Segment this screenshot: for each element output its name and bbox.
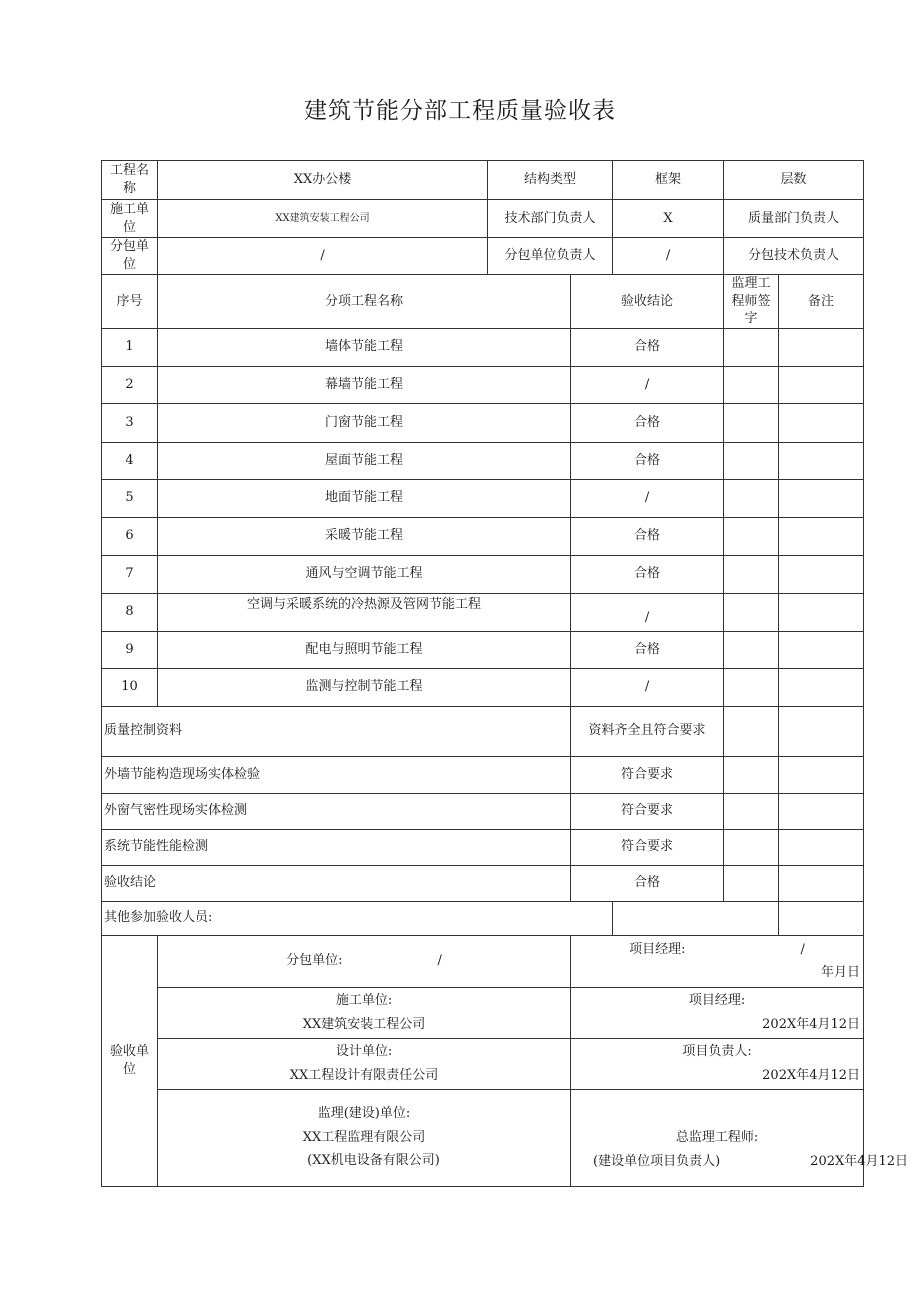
check-label: 质量控制资料 — [102, 706, 571, 756]
item-result: / — [571, 593, 724, 631]
col-header-remark: 备注 — [779, 275, 864, 329]
check-supervisor-sign — [724, 865, 779, 901]
check-result: 符合要求 — [571, 756, 724, 793]
item-row — [102, 668, 864, 706]
con-pm-label: 项目经理: — [688, 993, 746, 1009]
item-name: 采暖节能工程 — [158, 517, 571, 555]
sub-tech-head-label: 分包技术负责人 — [724, 238, 864, 275]
item-remark — [779, 668, 864, 706]
sub-pm-cell — [571, 935, 864, 987]
sup-unit-label: 监理(建设)单位: — [317, 1106, 411, 1122]
check-remark — [779, 756, 864, 793]
check-result: 符合要求 — [571, 829, 724, 865]
item-row — [102, 442, 864, 479]
col-header-supervisor: 监理工程师签字 — [724, 275, 779, 329]
acceptance-row-sub — [102, 935, 864, 987]
item-result: 合格 — [571, 631, 724, 668]
items-header-row — [102, 275, 864, 329]
check-result: 合格 — [571, 865, 724, 901]
item-no: 1 — [102, 328, 158, 366]
item-supervisor-sign — [724, 668, 779, 706]
constructor-value: XX建筑安装工程公司 — [158, 200, 488, 238]
con-pm-cell — [571, 987, 864, 1038]
check-row — [102, 706, 864, 756]
sub-unit-label: 分包单位: — [286, 953, 343, 969]
item-name: 幕墙节能工程 — [158, 366, 571, 403]
item-name: 墙体节能工程 — [158, 328, 571, 366]
item-remark — [779, 479, 864, 517]
item-remark — [779, 442, 864, 479]
sup-chief-label: 总监理工程师: — [675, 1130, 759, 1146]
item-no: 3 — [102, 403, 158, 442]
item-supervisor-sign — [724, 517, 779, 555]
item-result: 合格 — [571, 442, 724, 479]
check-supervisor-sign — [724, 756, 779, 793]
item-supervisor-sign — [724, 328, 779, 366]
floors-label: 层数 — [724, 161, 864, 200]
item-supervisor-sign — [724, 631, 779, 668]
item-no: 7 — [102, 555, 158, 593]
acceptance-row-con — [102, 987, 864, 1038]
check-supervisor-sign — [724, 793, 779, 829]
design-unit-label: 设计单位: — [335, 1044, 393, 1060]
info-row-3 — [102, 238, 864, 275]
item-name: 门窗节能工程 — [158, 403, 571, 442]
check-row — [102, 756, 864, 793]
item-row — [102, 328, 864, 366]
item-no: 5 — [102, 479, 158, 517]
item-remark — [779, 555, 864, 593]
item-row — [102, 593, 864, 631]
sub-pm-label: 项目经理: — [629, 941, 686, 957]
item-supervisor-sign — [724, 555, 779, 593]
structure-type-label: 结构类型 — [488, 161, 613, 200]
item-remark — [779, 328, 864, 366]
item-no: 2 — [102, 366, 158, 403]
check-remark — [779, 865, 864, 901]
item-result: / — [571, 668, 724, 706]
sup-date: 202X年4月12日 — [810, 1153, 909, 1169]
sup-unit-cell — [158, 1089, 571, 1186]
design-unit-cell — [158, 1038, 571, 1089]
item-row — [102, 366, 864, 403]
sup-unit-name: XX工程监理有限公司 — [302, 1129, 426, 1145]
item-row — [102, 631, 864, 668]
subcontractor-value: / — [158, 238, 488, 275]
design-date: 202X年4月12日 — [762, 1067, 861, 1083]
item-no: 9 — [102, 631, 158, 668]
check-label: 验收结论 — [102, 865, 571, 901]
item-row — [102, 517, 864, 555]
item-remark — [779, 517, 864, 555]
sub-pm-value: / — [800, 941, 805, 957]
item-supervisor-sign — [724, 479, 779, 517]
item-no: 4 — [102, 442, 158, 479]
acceptance-row-design — [102, 1038, 864, 1089]
check-label: 系统节能性能检测 — [102, 829, 571, 865]
item-row — [102, 403, 864, 442]
quality-head-label: 质量部门负责人 — [724, 200, 864, 238]
item-result: 合格 — [571, 403, 724, 442]
item-name: 空调与采暖系统的冷热源及管网节能工程 — [158, 593, 571, 631]
col-header-no: 序号 — [102, 275, 158, 329]
info-row-2 — [102, 200, 864, 238]
con-unit-name: XX建筑安装工程公司 — [302, 1016, 426, 1032]
item-no: 8 — [102, 593, 158, 631]
item-result: / — [571, 366, 724, 403]
item-result: / — [571, 479, 724, 517]
check-remark — [779, 793, 864, 829]
sup-chief-note: (建设单位项目负责人) — [593, 1153, 721, 1169]
checks-body — [102, 706, 864, 901]
item-name: 监测与控制节能工程 — [158, 668, 571, 706]
acceptance-label: 验收单位 — [102, 935, 158, 1186]
item-supervisor-sign — [724, 366, 779, 403]
others-remark-cell — [779, 901, 864, 935]
others-row — [102, 901, 864, 935]
item-name: 屋面节能工程 — [158, 442, 571, 479]
project-name-value: XX办公楼 — [158, 161, 488, 200]
tech-head-label: 技术部门负责人 — [488, 200, 613, 238]
item-supervisor-sign — [724, 403, 779, 442]
others-label: 其他参加验收人员: — [102, 901, 613, 935]
item-remark — [779, 593, 864, 631]
items-body — [102, 328, 864, 706]
item-name: 通风与空调节能工程 — [158, 555, 571, 593]
item-remark — [779, 631, 864, 668]
item-name: 配电与照明节能工程 — [158, 631, 571, 668]
item-remark — [779, 403, 864, 442]
sub-date: 年月日 — [821, 965, 861, 981]
item-result: 合格 — [571, 555, 724, 593]
sup-chief-sign-line — [571, 1152, 909, 1172]
design-head-cell — [571, 1038, 864, 1089]
sub-unit-value: / — [437, 953, 442, 969]
item-result: 合格 — [571, 517, 724, 555]
item-row — [102, 555, 864, 593]
item-supervisor-sign — [724, 593, 779, 631]
sub-head-label: 分包单位负责人 — [488, 238, 613, 275]
con-unit-cell — [158, 987, 571, 1038]
check-row — [102, 829, 864, 865]
design-unit-name: XX工程设计有限责任公司 — [289, 1067, 439, 1083]
constructor-label: 施工单位 — [102, 200, 158, 238]
subcontractor-label: 分包单位 — [102, 238, 158, 275]
sup-chief-cell — [571, 1089, 909, 1186]
structure-type-value: 框架 — [613, 161, 724, 200]
project-name-label: 工程名称 — [102, 161, 158, 200]
col-header-item: 分项工程名称 — [158, 275, 571, 329]
item-name: 地面节能工程 — [158, 479, 571, 517]
design-head-label: 项目负责人: — [682, 1044, 752, 1060]
check-supervisor-sign — [724, 706, 779, 756]
info-row-1 — [102, 161, 864, 200]
acceptance-row-sup — [102, 1089, 864, 1186]
check-label: 外墙节能构造现场实体检验 — [102, 756, 571, 793]
item-remark — [779, 366, 864, 403]
others-sign-cell — [613, 901, 779, 935]
page-title: 建筑节能分部工程质量验收表 — [304, 98, 616, 124]
acceptance-table — [101, 160, 909, 1187]
check-remark — [779, 706, 864, 756]
check-row — [102, 865, 864, 901]
check-result: 资料齐全且符合要求 — [571, 706, 724, 756]
con-unit-label: 施工单位: — [335, 993, 393, 1009]
check-label: 外窗气密性现场实体检测 — [102, 793, 571, 829]
sup-unit-name-2: (XX机电设备有限公司) — [307, 1153, 440, 1169]
col-header-result: 验收结论 — [571, 275, 724, 329]
check-row — [102, 793, 864, 829]
tech-head-value: X — [613, 200, 724, 238]
item-no: 10 — [102, 668, 158, 706]
item-result: 合格 — [571, 328, 724, 366]
check-remark — [779, 829, 864, 865]
check-result: 符合要求 — [571, 793, 724, 829]
sub-unit-cell — [158, 935, 571, 987]
check-supervisor-sign — [724, 829, 779, 865]
sub-head-value: / — [613, 238, 724, 275]
con-date: 202X年4月12日 — [762, 1016, 861, 1032]
item-no: 6 — [102, 517, 158, 555]
item-supervisor-sign — [724, 442, 779, 479]
item-row — [102, 479, 864, 517]
